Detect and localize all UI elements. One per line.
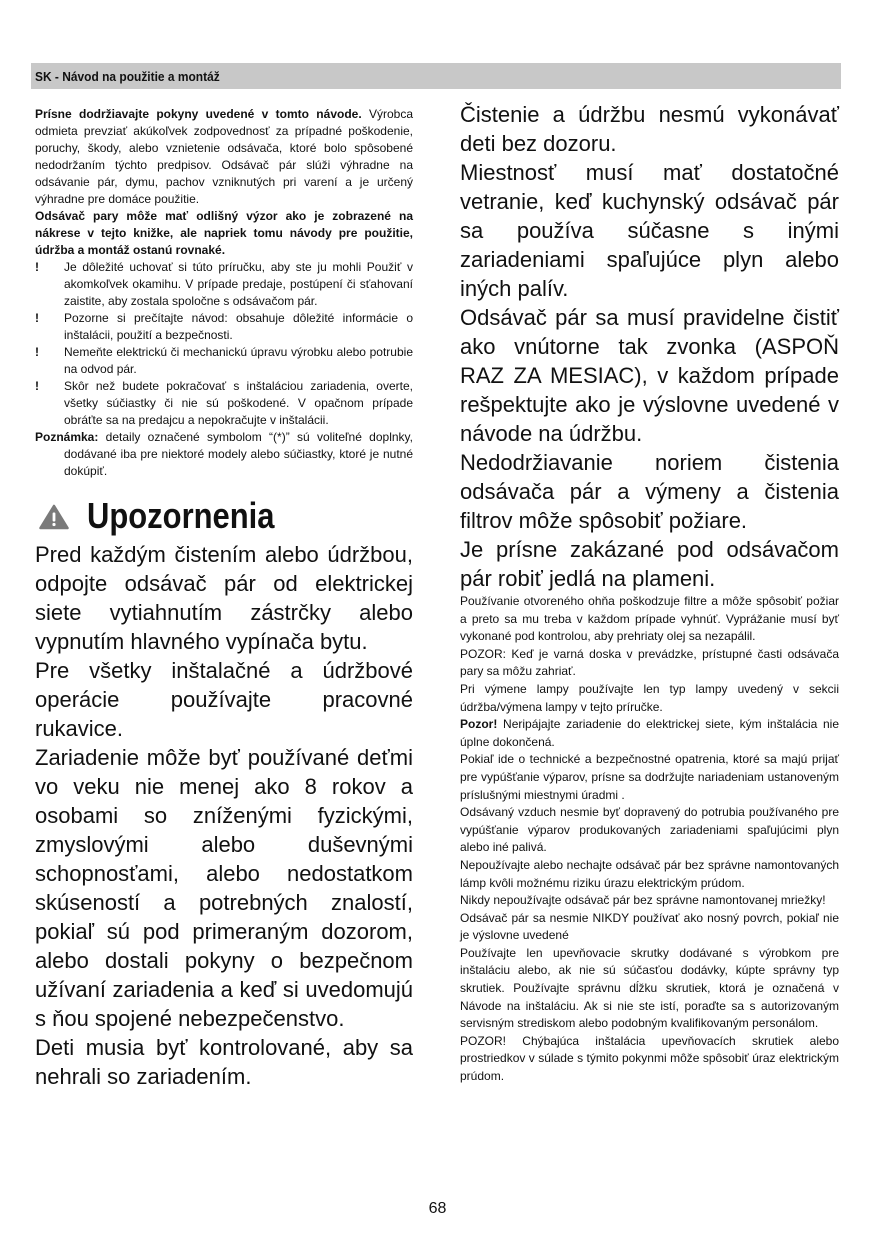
warning-paragraph: Miestnosť musí mať dostatočné vetranie, keď kuchynský odsávač pár sa používa súčasne s inými zariadeniami spaľujúce plyn alebo iných palív.	[460, 160, 839, 301]
safety-paragraph	[460, 910, 839, 945]
safety-text: Používanie otvoreného ohňa poškodzuje filtre a môže spôsobiť požiar a preto sa mu treba v každom prípade vyhnúť. Vyprážanie musí byť vykonané pod kontrolou, aby prehriaty olej sa nezapálil.	[460, 594, 839, 644]
safety-text: Pokiaľ ide o technické a bezpečnostné opatrenia, ktoré sa majú prijať pre vypúšťanie výparov, prísne sa dodržujte nariadeniam ustanoveným príslušnými miestnymi úradmi .	[460, 752, 839, 802]
section-header-bar	[31, 63, 841, 89]
safety-text: Nepoužívajte alebo nechajte odsávač pár bez správne namontovaných lámp kvôli možnému riziku úrazu elektrickým prúdom.	[460, 857, 839, 890]
safety-paragraph	[460, 857, 839, 892]
warnings-title: Upozornenia	[87, 495, 275, 536]
safety-text: Pri výmene lampy používajte len typ lampy uvedený v sekcii údržba/výmena lampy v tejto príručke.	[460, 681, 839, 714]
safety-paragraph	[460, 945, 839, 1033]
safety-paragraph	[460, 1033, 839, 1086]
important-notes-list	[35, 259, 413, 429]
exclamation-mark: !	[35, 260, 39, 274]
safety-text: POZOR! Chýbajúca inštalácia upevňovacích skrutiek alebo prostriedkov v súlade s týmito pokynmi môže spôsobiť úraz elektrickým prúdom.	[460, 1033, 839, 1084]
exclamation-mark: !	[35, 311, 39, 325]
appearance-bold: Odsávač pary môže mať odlišný výzor ako je zobrazené na nákrese v tejto knižke, ale napriek tomu návody pre použitie, údržba a montáž ostanú rovnaké.	[35, 209, 413, 257]
safety-text: Používajte len upevňovacie skrutky dodávané s výrobkom pre inštaláciu alebo, ak nie sú súčasťou dodávky, kúpte správny typ skrutiek. Používajte správnu dĺžku skrutiek, ktorá je označená v Návode na inštaláciu. Ak si nie ste istí, poraďte sa s autorizovaným servisným strediskom alebo podobným kvalifikovaným personálom.	[460, 945, 839, 1031]
list-item	[35, 259, 413, 310]
warning-paragraph: Deti musia byť kontrolované, aby sa nehrali so zariadením.	[35, 1035, 413, 1089]
remark-label: Poznámka:	[35, 430, 99, 444]
warning-paragraph: Pre všetky inštalačné a údržbové operácie používajte pracovné rukavice.	[35, 658, 413, 741]
list-item	[35, 310, 413, 344]
safety-paragraph	[460, 804, 839, 857]
warning-triangle-icon	[39, 504, 69, 530]
intro-bold: Prísne dodržiavajte pokyny uvedené v tomto návode.	[35, 107, 362, 121]
safety-paragraph	[460, 681, 839, 716]
section-header-title: SK - Návod na použitie a montáž	[35, 69, 220, 84]
safety-bold: Pozor!	[460, 717, 498, 732]
exclamation-mark: !	[35, 379, 39, 393]
warning-paragraph: Čistenie a údržbu nesmú vykonávať deti bez dozoru.	[460, 102, 839, 156]
warning-paragraph: Je prísne zakázané pod odsávačom pár robiť jedlá na plameni.	[460, 537, 839, 591]
safety-text: Odsávač pár sa nesmie NIKDY používať ako nosný povrch, pokiaľ nie je výslovne uvedené	[460, 910, 839, 943]
safety-paragraph	[460, 593, 839, 646]
safety-paragraph	[460, 716, 839, 751]
list-item-text: Skôr než budete pokračovať s inštaláciou zariadenia, overte, všetky súčiastky či nie sú poškodené. V opačnom prípade obráťte sa na predajcu a nepokračujte v inštalácii.	[64, 379, 413, 427]
list-item	[35, 344, 413, 378]
safety-text: Nikdy nepoužívajte odsávač pár bez správne namontovanej mriežky!	[460, 893, 826, 908]
safety-paragraph	[460, 751, 839, 804]
remark-paragraph	[35, 429, 413, 480]
safety-text: Odsávaný vzduch nesmie byť dopravený do potrubia používaného pre vypúšťanie výparov produkovaných zariadeniami spaľujúcimi plyn alebo iné palivá.	[460, 805, 839, 855]
left-column	[35, 106, 413, 1091]
intro-paragraph	[35, 106, 413, 208]
warning-paragraph: Pred každým čistením alebo údržbou, odpojte odsávač pár od elektrickej siete vytiahnutím zástrčky alebo vypnutím hlavného vypínača bytu.	[35, 542, 413, 654]
safety-text: Neripájajte zariadenie do elektrickej siete, kým inštalácia nie úplne dokončená.	[460, 717, 839, 749]
appearance-note	[35, 208, 413, 259]
warning-paragraph: Nedodržiavanie noriem čistenia odsávača pár a výmeny a čistenia filtrov môže spôsobiť požiare.	[460, 450, 839, 533]
right-column	[460, 100, 839, 1086]
safety-paragraph	[460, 646, 839, 681]
list-item-text: Je dôležité uchovať si túto príručku, aby ste ju mohli Použiť v akomkoľvek okamihu. V prípade predaje, postúpení či sťahovaní zaistite, aby zostala spoločne s odsávačom pár.	[64, 260, 413, 308]
page-number: 68	[428, 1200, 447, 1217]
remark-text: detaily označené symbolom “(*)” sú voliteľné doplnky, dodávané iba pre niektoré modely alebo súčiastky, ktoré je nutné dokúpiť.	[64, 430, 413, 478]
list-item-text: Nemeňte elektrickú či mechanickú úpravu výrobku alebo potrubie na odvod pár.	[64, 345, 413, 376]
intro-text: Výrobca odmieta prevziať akúkoľvek zodpovednosť za prípadné poškodenie, poruchy, škody, alebo vznietenie odsávača, ktoré bolo spôsobené nedodržaním týchto predpisov. Odsávač pár slúži výhradne na odsávanie pár, dymu, pachov vzniknutých pri varení a je určený výhradne pre domáce použitie.	[35, 107, 413, 206]
safety-paragraph	[460, 892, 839, 910]
safety-text: POZOR: Keď je varná doska v prevádzke, prístupné časti odsávača pary sa môžu zahriať.	[460, 646, 839, 679]
warning-paragraph: Zariadenie môže byť používané deťmi vo veku nie menej ako 8 rokov a osobami so zníženými fyzickými, zmyslovými alebo duševnými schopnosťami, alebo nedostatkom skúseností a potrebných znalostí, pokiaľ sú pod primeraným dozorom, alebo dostali pokyny o bezpečnom užívaní zariadenia a keď si uvedomujú s ňou spojené nebezpečenstvo.	[35, 745, 413, 1031]
list-item-text: Pozorne si prečítajte návod: obsahuje dôležité informácie o inštalácii, použití a bezpečnosti.	[64, 311, 413, 342]
exclamation-mark: !	[35, 345, 39, 359]
list-item	[35, 378, 413, 429]
warnings-heading	[35, 494, 413, 540]
warning-paragraph: Odsávač pár sa musí pravidelne čistiť ako vnútorne tak zvonka (ASPOŇ RAZ ZA MESIAC), v každom prípade rešpektujte ako je výslovne uvedené v návode na údržbu.	[460, 305, 839, 446]
